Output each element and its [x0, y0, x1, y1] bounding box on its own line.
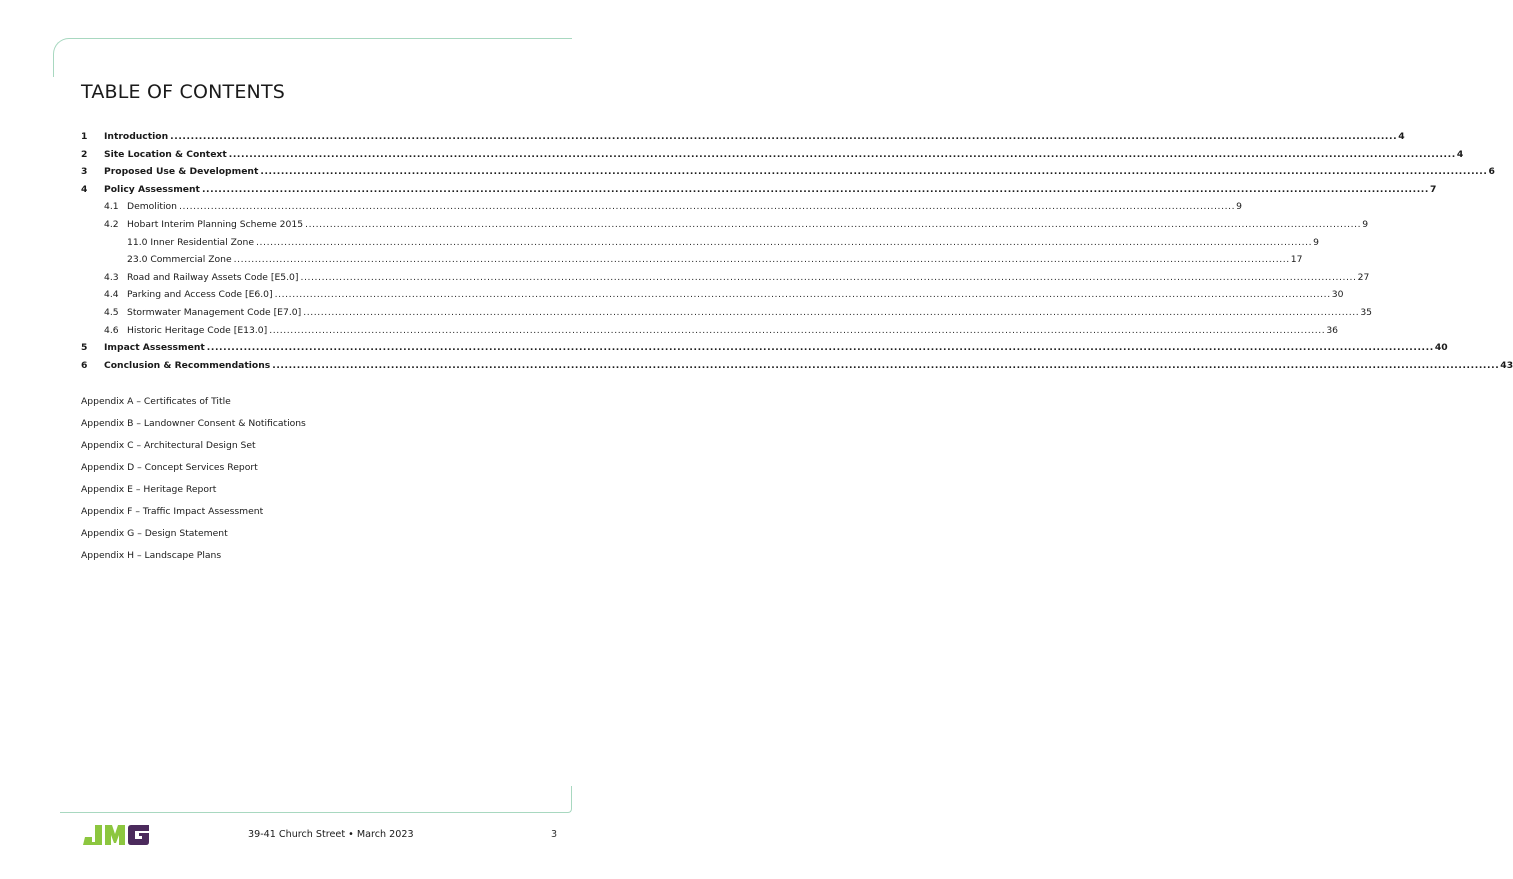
logo-letter-m — [105, 825, 125, 845]
toc-entry-number: 1 — [81, 131, 88, 142]
jmg-logo — [81, 824, 161, 846]
appendix-item: Appendix A – Certificates of Title — [81, 396, 231, 407]
toc-entry-number: 6 — [81, 359, 88, 371]
toc-entry[interactable] — [81, 216, 1369, 234]
toc-entry[interactable] — [81, 251, 1303, 269]
toc-entry[interactable] — [81, 322, 1339, 340]
appendix-item: Appendix E – Heritage Report — [81, 484, 217, 495]
toc-entry-label: Introduction — [104, 131, 169, 142]
toc-entry-page: 30 — [1331, 289, 1344, 301]
toc-entry[interactable] — [81, 269, 1370, 287]
appendix-item: Appendix C – Architectural Design Set — [81, 440, 256, 451]
toc-entry[interactable] — [81, 357, 1513, 375]
toc-leader-dots: ............................................................................................................................................................................................................................................................................................................ — [300, 271, 1357, 283]
toc-entry-number: 4.1 — [104, 201, 119, 213]
toc-entry-page: 4 — [1456, 148, 1464, 160]
toc-entry-line — [127, 234, 1320, 252]
toc-entry-number: 4.4 — [104, 289, 119, 301]
toc-entry[interactable] — [81, 128, 1405, 146]
toc-entry-label: Historic Heritage Code [E13.0] — [127, 324, 268, 336]
toc-entry[interactable] — [81, 304, 1373, 322]
toc-entry[interactable] — [81, 163, 1495, 181]
toc-leader-dots: ............................................................................................................................................................................................................................................................................................................ — [228, 148, 1456, 160]
toc-entry-number: 2 — [81, 148, 88, 160]
toc-entry-line — [104, 181, 1437, 199]
toc-entry-number: 4.5 — [104, 306, 119, 318]
logo-letter-g — [128, 825, 149, 845]
toc-leader-dots: ............................................................................................................................................................................................................................................................................................................ — [274, 289, 1331, 301]
toc-entry-page: 43 — [1500, 359, 1513, 371]
footer-text: 39-41 Church Street • March 2023 — [248, 829, 414, 840]
toc-entry-line — [104, 146, 1464, 164]
top-frame-line — [53, 38, 572, 77]
toc-entry-page: 9 — [1236, 201, 1243, 213]
toc-entry-label: Road and Railway Assets Code [E5.0] — [127, 271, 299, 283]
toc-entry-number: 5 — [81, 342, 88, 354]
toc-entry-page: 6 — [1488, 166, 1495, 178]
toc-entry[interactable] — [81, 198, 1243, 216]
toc-entry-page: 4 — [1398, 131, 1405, 142]
toc-leader-dots: ............................................................................................................................................................................................................................................................................................................ — [260, 166, 1488, 178]
toc-leader-dots: ............................................................................................................................................................................................................................................................................................................ — [256, 236, 1313, 248]
toc-entry-label: Stormwater Management Code [E7.0] — [127, 306, 302, 318]
appendix-item: Appendix D – Concept Services Report — [81, 462, 258, 473]
toc-entry-line — [127, 198, 1243, 216]
appendix-list — [81, 393, 306, 569]
toc-entry-number: 3 — [81, 166, 88, 178]
toc-entry-line — [127, 286, 1344, 304]
toc-entry[interactable] — [81, 181, 1437, 199]
toc-entry[interactable] — [81, 339, 1448, 357]
toc-entry-label: Conclusion & Recommendations — [104, 359, 271, 371]
toc-leader-dots: ............................................................................................................................................................................................................................................................................................................ — [272, 359, 1500, 371]
toc-entry[interactable] — [81, 234, 1320, 252]
toc-leader-dots: ............................................................................................................................................................................................................................................................................................................ — [206, 342, 1434, 354]
toc-entry-line — [104, 128, 1405, 146]
toc-entry-number: 4.3 — [104, 271, 119, 283]
toc-entry-page: 17 — [1290, 254, 1303, 266]
toc-entry-label: 23.0 Commercial Zone — [127, 254, 232, 266]
toc-entry-label: Impact Assessment — [104, 342, 205, 354]
toc-leader-dots: ............................................................................................................................................................................................................................................................................................................ — [233, 254, 1290, 266]
toc-entry-label: Proposed Use & Development — [104, 166, 259, 178]
toc-entry[interactable] — [81, 146, 1464, 164]
toc-entry-page: 9 — [1313, 236, 1320, 248]
toc-entry-number: 4.6 — [104, 324, 119, 336]
toc-entry-line — [104, 163, 1495, 181]
toc-entry-line — [127, 269, 1370, 287]
page-title: TABLE OF CONTENTS — [81, 81, 286, 103]
toc-leader-dots: ............................................................................................................................................................................................................................................................................................................ — [201, 183, 1429, 195]
toc-leader-dots: ............................................................................................................................................................................................................................................................................................................ — [305, 218, 1362, 230]
toc-leader-dots: ............................................................................................................................................................................................................................................................................................................ — [269, 324, 1326, 336]
toc-entry-label: Site Location & Context — [104, 148, 227, 160]
appendix-item: Appendix H – Landscape Plans — [81, 550, 222, 561]
appendix-item: Appendix F – Traffic Impact Assessment — [81, 506, 264, 517]
table-of-contents — [81, 128, 1513, 374]
toc-entry[interactable] — [81, 286, 1344, 304]
page-number: 3 — [551, 829, 558, 840]
toc-entry-page: 36 — [1326, 324, 1339, 336]
toc-leader-dots: ............................................................................................................................................................................................................................................................................................................ — [170, 131, 1398, 142]
toc-leader-dots: ............................................................................................................................................................................................................................................................................................................ — [179, 201, 1236, 213]
appendix-item: Appendix G – Design Statement — [81, 528, 228, 539]
toc-entry-label: Policy Assessment — [104, 183, 200, 195]
toc-leader-dots: ............................................................................................................................................................................................................................................................................................................ — [303, 306, 1360, 318]
bottom-frame-line — [60, 786, 572, 813]
toc-entry-line — [104, 339, 1448, 357]
toc-entry-page: 27 — [1357, 271, 1370, 283]
logo-letter-j — [83, 825, 102, 845]
toc-entry-page: 35 — [1360, 306, 1373, 318]
toc-entry-line — [127, 322, 1339, 340]
toc-entry-line — [127, 251, 1303, 269]
toc-entry-line — [104, 357, 1513, 375]
toc-entry-page: 7 — [1430, 183, 1437, 195]
toc-entry-number: 4 — [81, 183, 88, 195]
appendix-item: Appendix B – Landowner Consent & Notifications — [81, 418, 306, 429]
toc-entry-page: 40 — [1434, 342, 1448, 354]
toc-entry-page: 9 — [1362, 218, 1369, 230]
toc-entry-number: 4.2 — [104, 218, 119, 230]
toc-entry-line — [127, 304, 1373, 322]
toc-entry-label: Parking and Access Code [E6.0] — [127, 289, 273, 301]
toc-entry-label: Demolition — [127, 201, 178, 213]
toc-entry-label: 11.0 Inner Residential Zone — [127, 236, 255, 248]
toc-entry-line — [127, 216, 1369, 234]
toc-entry-label: Hobart Interim Planning Scheme 2015 — [127, 218, 304, 230]
